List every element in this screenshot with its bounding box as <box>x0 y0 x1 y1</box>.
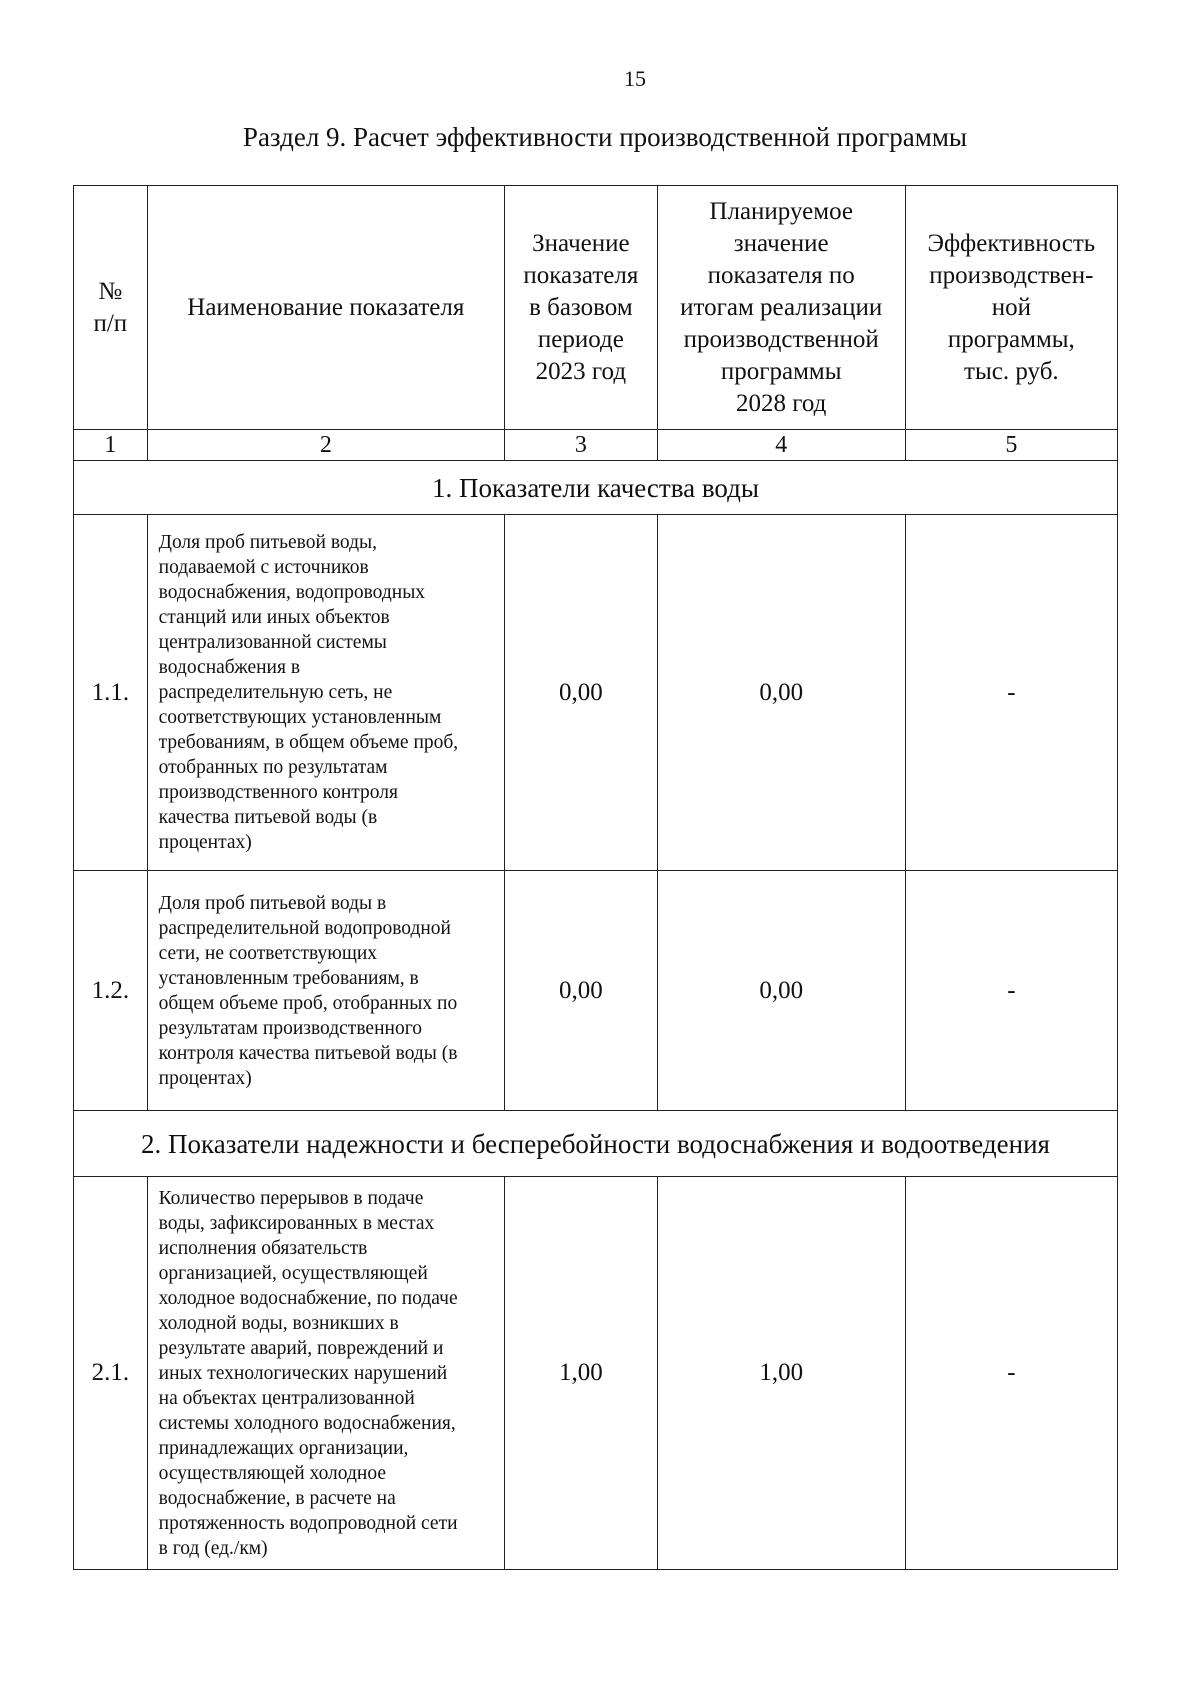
base-value: 1,00 <box>505 1177 658 1570</box>
efficiency-value: - <box>905 871 1117 1111</box>
header-planned-value: Планируемое значение показателя по итогам реализации производственной программы 2028 год <box>657 186 905 430</box>
row-number: 1.2. <box>74 871 148 1111</box>
section-row <box>74 461 1118 515</box>
column-number: 2 <box>147 430 504 461</box>
page-number: 15 <box>624 66 646 91</box>
table-row <box>74 515 1118 871</box>
section-title: Раздел 9. Расчет эффективности производственной программы <box>242 122 968 152</box>
table-row <box>74 871 1118 1111</box>
base-value: 0,00 <box>505 515 658 871</box>
row-number: 2.1. <box>74 1177 148 1570</box>
column-numbers-row <box>74 430 1118 461</box>
column-number: 3 <box>505 430 658 461</box>
indicator-name: Доля проб питьевой воды в распределительной водопроводной сети, не соответствующих установленным требованиям, в общем объеме проб, отобранных по результатам производственного контроля качества питьевой воды (в процентах) <box>147 871 504 1111</box>
efficiency-table <box>73 185 1118 1570</box>
indicator-name: Доля проб питьевой воды, подаваемой с источников водоснабжения, водопроводных станций или иных объектов централизованной системы водоснабжения в распределительную сеть, не соответствующих установленным требованиям, в общем объеме проб, отобранных по результатам производственного контроля качества питьевой воды (в процентах) <box>147 515 504 871</box>
header-efficiency: Эффективность производствен- ной программы, тыс. руб. <box>905 186 1117 430</box>
section-title-reliability: 2. Показатели надежности и бесперебойности водоснабжения и водоотведения <box>74 1111 1118 1177</box>
table-row <box>74 1177 1118 1570</box>
base-value: 0,00 <box>505 871 658 1111</box>
header-base-value: Значение показателя в базовом периоде 2023 год <box>505 186 658 430</box>
row-number: 1.1. <box>74 515 148 871</box>
section-title-water-quality: 1. Показатели качества воды <box>74 461 1118 515</box>
column-number: 4 <box>657 430 905 461</box>
planned-value: 1,00 <box>657 1177 905 1570</box>
planned-value: 0,00 <box>657 871 905 1111</box>
header-number: № п/п <box>74 186 148 430</box>
planned-value: 0,00 <box>657 515 905 871</box>
efficiency-value: - <box>905 1177 1117 1570</box>
header-row <box>74 186 1118 430</box>
column-number: 1 <box>74 430 148 461</box>
indicator-name: Количество перерывов в подаче воды, зафиксированных в местах исполнения обязательств организацией, осуществляющей холодное водоснабжение, по подаче холодной воды, возникших в результате аварий, повреждений и иных технологических нарушений на объектах централизованной системы холодного водоснабжения, принадлежащих организации, осуществляющей холодное водоснабжение, в расчете на протяженность водопроводной сети в год (ед./км) <box>147 1177 504 1570</box>
header-indicator-name: Наименование показателя <box>147 186 504 430</box>
column-number: 5 <box>905 430 1117 461</box>
efficiency-value: - <box>905 515 1117 871</box>
section-row <box>74 1111 1118 1177</box>
